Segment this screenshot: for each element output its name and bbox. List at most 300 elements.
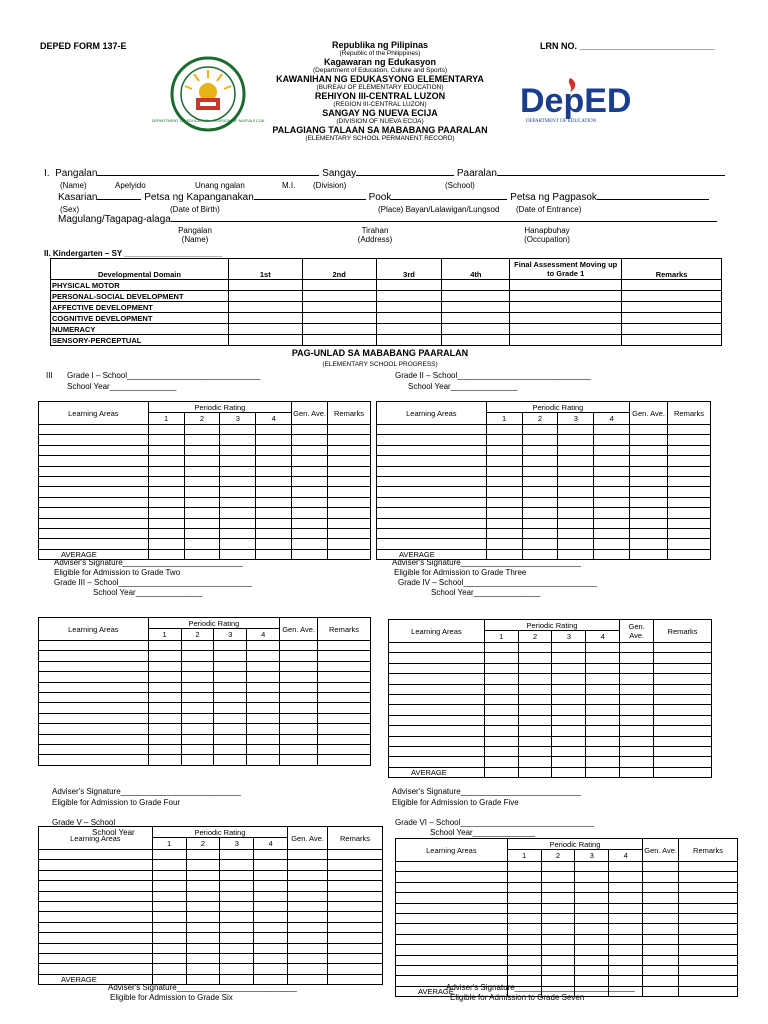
grade-cell[interactable] <box>288 881 328 891</box>
grade-cell[interactable] <box>507 955 541 965</box>
grade-cell[interactable] <box>679 913 738 923</box>
grade-cell[interactable] <box>184 518 220 528</box>
subject-cell[interactable] <box>389 715 485 725</box>
grade-cell[interactable] <box>328 539 371 549</box>
grade-cell[interactable] <box>668 518 711 528</box>
grade-cell[interactable] <box>630 528 668 538</box>
subject-cell[interactable] <box>39 528 149 538</box>
grade-cell[interactable] <box>486 435 522 445</box>
grade-cell[interactable] <box>328 518 371 528</box>
grade-cell[interactable] <box>679 872 738 882</box>
remarks-cell[interactable] <box>622 280 722 291</box>
subject-cell[interactable] <box>39 672 149 682</box>
grade-cell[interactable] <box>679 882 738 892</box>
average-cell[interactable] <box>518 767 552 777</box>
grade-cell[interactable] <box>148 539 184 549</box>
grade-cell[interactable] <box>486 539 522 549</box>
grade-cell[interactable] <box>220 953 254 963</box>
grade-cell[interactable] <box>630 466 668 476</box>
subject-cell[interactable] <box>389 705 485 715</box>
grade-cell[interactable] <box>220 466 256 476</box>
grade-cell[interactable] <box>620 653 654 663</box>
grade-cell[interactable] <box>220 435 256 445</box>
grade-cell[interactable] <box>152 933 186 943</box>
grade-cell[interactable] <box>575 882 609 892</box>
grade-cell[interactable] <box>186 943 220 953</box>
grade-cell[interactable] <box>186 870 220 880</box>
grade-cell[interactable] <box>575 945 609 955</box>
grade-cell[interactable] <box>668 476 711 486</box>
grade-cell[interactable] <box>552 736 586 746</box>
subject-cell[interactable] <box>39 435 149 445</box>
grade-cell[interactable] <box>184 497 220 507</box>
grade-cell[interactable] <box>247 641 280 651</box>
grade-cell[interactable] <box>594 456 630 466</box>
grade-cell[interactable] <box>328 901 383 911</box>
average-cell[interactable] <box>594 549 630 559</box>
grade-cell[interactable] <box>507 862 541 872</box>
grade-cell[interactable] <box>643 872 679 882</box>
grade-cell[interactable] <box>558 487 594 497</box>
grade-cell[interactable] <box>558 518 594 528</box>
grade-cell[interactable] <box>522 518 558 528</box>
grade-cell[interactable] <box>575 903 609 913</box>
grade-cell[interactable] <box>518 653 552 663</box>
grade-cell[interactable] <box>148 435 184 445</box>
grade-cell[interactable] <box>220 445 256 455</box>
grade-cell[interactable] <box>575 924 609 934</box>
grade-cell[interactable] <box>668 508 711 518</box>
subject-cell[interactable] <box>39 881 153 891</box>
subject-cell[interactable] <box>396 862 508 872</box>
grade-cell[interactable] <box>148 508 184 518</box>
subject-cell[interactable] <box>39 456 149 466</box>
grade-cell[interactable] <box>654 653 712 663</box>
grade-cell[interactable] <box>558 508 594 518</box>
grade-cell[interactable] <box>280 703 318 713</box>
grade-cell[interactable] <box>668 539 711 549</box>
grade-cell[interactable] <box>152 870 186 880</box>
grade-cell[interactable] <box>280 682 318 692</box>
grade-cell[interactable] <box>186 953 220 963</box>
grade-cell[interactable] <box>184 528 220 538</box>
grade-cell[interactable] <box>318 672 371 682</box>
grade-cell[interactable] <box>148 692 181 702</box>
grade-cell[interactable] <box>643 903 679 913</box>
grade-cell[interactable] <box>484 674 518 684</box>
grade-cell[interactable] <box>256 487 292 497</box>
grade-cell[interactable] <box>518 643 552 653</box>
rating-cell[interactable] <box>302 302 376 313</box>
grade-cell[interactable] <box>184 456 220 466</box>
subject-cell[interactable] <box>396 913 508 923</box>
grade-cell[interactable] <box>280 724 318 734</box>
subject-cell[interactable] <box>39 933 153 943</box>
grade-cell[interactable] <box>328 964 383 974</box>
grade-cell[interactable] <box>220 912 254 922</box>
grade-cell[interactable] <box>256 528 292 538</box>
grade-cell[interactable] <box>609 913 643 923</box>
subject-cell[interactable] <box>396 872 508 882</box>
grade-cell[interactable] <box>630 456 668 466</box>
grade-cell[interactable] <box>518 746 552 756</box>
grade-cell[interactable] <box>292 497 328 507</box>
grade-cell[interactable] <box>586 684 620 694</box>
grade-cell[interactable] <box>643 924 679 934</box>
rating-cell[interactable] <box>302 280 376 291</box>
subject-cell[interactable] <box>39 487 149 497</box>
grade-cell[interactable] <box>292 425 328 435</box>
grade-cell[interactable] <box>220 891 254 901</box>
grade-cell[interactable] <box>186 912 220 922</box>
grade-cell[interactable] <box>328 435 371 445</box>
subject-cell[interactable] <box>39 744 149 754</box>
grade-cell[interactable] <box>643 955 679 965</box>
grade-cell[interactable] <box>318 744 371 754</box>
grade-cell[interactable] <box>541 872 575 882</box>
grade-cell[interactable] <box>184 435 220 445</box>
subject-cell[interactable] <box>39 425 149 435</box>
final-cell[interactable] <box>510 280 622 291</box>
grade-cell[interactable] <box>552 684 586 694</box>
grade-cell[interactable] <box>247 651 280 661</box>
grade-cell[interactable] <box>152 912 186 922</box>
grade-cell[interactable] <box>541 862 575 872</box>
grade-cell[interactable] <box>575 913 609 923</box>
grade-cell[interactable] <box>518 694 552 704</box>
grade-cell[interactable] <box>518 663 552 673</box>
grade-cell[interactable] <box>484 663 518 673</box>
grade-cell[interactable] <box>328 476 371 486</box>
grade-cell[interactable] <box>575 934 609 944</box>
grade-cell[interactable] <box>594 466 630 476</box>
grade-cell[interactable] <box>558 539 594 549</box>
grade-cell[interactable] <box>184 487 220 497</box>
rating-cell[interactable] <box>442 313 510 324</box>
grade-cell[interactable] <box>654 694 712 704</box>
grade-cell[interactable] <box>594 539 630 549</box>
grade-cell[interactable] <box>558 425 594 435</box>
rating-cell[interactable] <box>376 291 442 302</box>
grade-cell[interactable] <box>586 694 620 704</box>
grade-cell[interactable] <box>630 476 668 486</box>
grade-cell[interactable] <box>484 694 518 704</box>
grade-cell[interactable] <box>280 713 318 723</box>
grade-cell[interactable] <box>148 518 184 528</box>
subject-cell[interactable] <box>39 476 149 486</box>
grade-cell[interactable] <box>522 528 558 538</box>
grade-cell[interactable] <box>328 528 371 538</box>
rating-cell[interactable] <box>442 291 510 302</box>
grade-cell[interactable] <box>288 891 328 901</box>
grade-cell[interactable] <box>247 724 280 734</box>
grade-cell[interactable] <box>620 643 654 653</box>
subject-cell[interactable] <box>377 435 487 445</box>
grade-cell[interactable] <box>181 641 214 651</box>
subject-cell[interactable] <box>39 901 153 911</box>
grade-cell[interactable] <box>186 922 220 932</box>
grade-cell[interactable] <box>594 435 630 445</box>
subject-cell[interactable] <box>39 891 153 901</box>
subject-cell[interactable] <box>39 445 149 455</box>
grade-cell[interactable] <box>486 518 522 528</box>
grade-cell[interactable] <box>643 934 679 944</box>
grade-cell[interactable] <box>220 870 254 880</box>
grade-cell[interactable] <box>552 746 586 756</box>
grade-cell[interactable] <box>328 943 383 953</box>
grade-cell[interactable] <box>679 903 738 913</box>
rating-cell[interactable] <box>302 291 376 302</box>
grade-cell[interactable] <box>586 705 620 715</box>
subject-cell[interactable] <box>396 945 508 955</box>
grade-cell[interactable] <box>654 643 712 653</box>
grade-cell[interactable] <box>507 913 541 923</box>
subject-cell[interactable] <box>39 518 149 528</box>
grade-cell[interactable] <box>318 713 371 723</box>
grade-cell[interactable] <box>486 497 522 507</box>
grade-cell[interactable] <box>186 901 220 911</box>
grade-cell[interactable] <box>643 976 679 986</box>
grade-cell[interactable] <box>654 684 712 694</box>
grade-cell[interactable] <box>328 891 383 901</box>
grade-cell[interactable] <box>620 736 654 746</box>
grade-cell[interactable] <box>292 435 328 445</box>
grade-cell[interactable] <box>630 435 668 445</box>
grade-cell[interactable] <box>522 476 558 486</box>
remarks-cell[interactable] <box>622 291 722 302</box>
grade-cell[interactable] <box>586 663 620 673</box>
grade-cell[interactable] <box>214 641 247 651</box>
grade-cell[interactable] <box>484 757 518 767</box>
grade-cell[interactable] <box>643 893 679 903</box>
grade-cell[interactable] <box>328 425 371 435</box>
grade-cell[interactable] <box>586 736 620 746</box>
grade-cell[interactable] <box>668 497 711 507</box>
grade-cell[interactable] <box>541 924 575 934</box>
grade-cell[interactable] <box>484 705 518 715</box>
grade-cell[interactable] <box>654 736 712 746</box>
average-cell[interactable] <box>552 767 586 777</box>
grade-cell[interactable] <box>148 425 184 435</box>
grade-cell[interactable] <box>328 881 383 891</box>
grade-cell[interactable] <box>594 445 630 455</box>
grade-cell[interactable] <box>318 682 371 692</box>
grade-cell[interactable] <box>318 651 371 661</box>
grade-cell[interactable] <box>643 862 679 872</box>
grade-cell[interactable] <box>292 456 328 466</box>
rating-cell[interactable] <box>228 291 302 302</box>
grade-cell[interactable] <box>668 435 711 445</box>
grade-cell[interactable] <box>654 674 712 684</box>
grade-cell[interactable] <box>484 715 518 725</box>
average-cell[interactable] <box>643 986 679 996</box>
grade-cell[interactable] <box>522 445 558 455</box>
grade-cell[interactable] <box>256 497 292 507</box>
grade-cell[interactable] <box>541 945 575 955</box>
grade-cell[interactable] <box>186 933 220 943</box>
subject-cell[interactable] <box>39 912 153 922</box>
grade-cell[interactable] <box>280 651 318 661</box>
grade-cell[interactable] <box>214 651 247 661</box>
grade-cell[interactable] <box>609 893 643 903</box>
grade-cell[interactable] <box>256 476 292 486</box>
subject-cell[interactable] <box>39 539 149 549</box>
grade-cell[interactable] <box>214 703 247 713</box>
grade-cell[interactable] <box>518 715 552 725</box>
grade-cell[interactable] <box>620 684 654 694</box>
grade-cell[interactable] <box>288 912 328 922</box>
grade-cell[interactable] <box>586 653 620 663</box>
grade-cell[interactable] <box>220 860 254 870</box>
grade-cell[interactable] <box>594 528 630 538</box>
subject-cell[interactable] <box>39 661 149 671</box>
grade-cell[interactable] <box>220 901 254 911</box>
subject-cell[interactable] <box>39 466 149 476</box>
rating-cell[interactable] <box>302 324 376 335</box>
subject-cell[interactable] <box>39 692 149 702</box>
grade-cell[interactable] <box>288 964 328 974</box>
grade-cell[interactable] <box>522 466 558 476</box>
rating-cell[interactable] <box>442 280 510 291</box>
grade-cell[interactable] <box>318 641 371 651</box>
grade-cell[interactable] <box>214 734 247 744</box>
grade-cell[interactable] <box>280 755 318 765</box>
grade-cell[interactable] <box>256 456 292 466</box>
grade-cell[interactable] <box>254 912 288 922</box>
subject-cell[interactable] <box>396 903 508 913</box>
grade-cell[interactable] <box>318 692 371 702</box>
grade-cell[interactable] <box>292 445 328 455</box>
rating-cell[interactable] <box>228 313 302 324</box>
subject-cell[interactable] <box>39 850 153 860</box>
grade-cell[interactable] <box>288 943 328 953</box>
grade-cell[interactable] <box>256 539 292 549</box>
grade-cell[interactable] <box>522 435 558 445</box>
grade-cell[interactable] <box>552 663 586 673</box>
subject-cell[interactable] <box>377 476 487 486</box>
remarks-cell[interactable] <box>622 335 722 346</box>
subject-cell[interactable] <box>39 703 149 713</box>
subject-cell[interactable] <box>377 508 487 518</box>
grade-cell[interactable] <box>220 456 256 466</box>
grade-cell[interactable] <box>152 943 186 953</box>
grade-cell[interactable] <box>328 445 371 455</box>
average-cell[interactable] <box>328 974 383 984</box>
grade-cell[interactable] <box>518 736 552 746</box>
grade-cell[interactable] <box>558 466 594 476</box>
grade-cell[interactable] <box>558 445 594 455</box>
grade-cell[interactable] <box>484 726 518 736</box>
average-cell[interactable] <box>668 549 711 559</box>
grade-cell[interactable] <box>288 933 328 943</box>
grade-cell[interactable] <box>254 901 288 911</box>
grade-cell[interactable] <box>181 734 214 744</box>
grade-cell[interactable] <box>484 736 518 746</box>
grade-cell[interactable] <box>220 528 256 538</box>
grade-cell[interactable] <box>654 705 712 715</box>
grade-cell[interactable] <box>292 528 328 538</box>
grade-cell[interactable] <box>328 870 383 880</box>
rating-cell[interactable] <box>228 302 302 313</box>
grade-cell[interactable] <box>220 508 256 518</box>
grade-cell[interactable] <box>507 945 541 955</box>
grade-cell[interactable] <box>594 425 630 435</box>
grade-cell[interactable] <box>679 945 738 955</box>
grade-cell[interactable] <box>220 425 256 435</box>
grade-cell[interactable] <box>220 933 254 943</box>
grade-cell[interactable] <box>620 726 654 736</box>
grade-cell[interactable] <box>484 746 518 756</box>
grade-cell[interactable] <box>486 508 522 518</box>
grade-cell[interactable] <box>318 734 371 744</box>
grade-cell[interactable] <box>575 893 609 903</box>
grade-cell[interactable] <box>609 882 643 892</box>
grade-cell[interactable] <box>318 755 371 765</box>
grade-cell[interactable] <box>609 965 643 975</box>
grade-cell[interactable] <box>620 674 654 684</box>
grade-cell[interactable] <box>518 705 552 715</box>
grade-cell[interactable] <box>541 882 575 892</box>
grade-cell[interactable] <box>288 870 328 880</box>
grade-cell[interactable] <box>148 476 184 486</box>
grade-cell[interactable] <box>586 643 620 653</box>
rating-cell[interactable] <box>228 324 302 335</box>
grade-cell[interactable] <box>220 497 256 507</box>
subject-cell[interactable] <box>39 922 153 932</box>
grade-cell[interactable] <box>152 891 186 901</box>
grade-cell[interactable] <box>679 965 738 975</box>
grade-cell[interactable] <box>148 487 184 497</box>
grade-cell[interactable] <box>288 953 328 963</box>
subject-cell[interactable] <box>396 882 508 892</box>
rating-cell[interactable] <box>228 335 302 346</box>
grade-cell[interactable] <box>609 934 643 944</box>
grade-cell[interactable] <box>507 893 541 903</box>
grade-cell[interactable] <box>541 934 575 944</box>
grade-cell[interactable] <box>507 872 541 882</box>
rating-cell[interactable] <box>302 313 376 324</box>
final-cell[interactable] <box>510 313 622 324</box>
grade-cell[interactable] <box>679 862 738 872</box>
grade-cell[interactable] <box>292 539 328 549</box>
grade-cell[interactable] <box>318 661 371 671</box>
grade-cell[interactable] <box>518 726 552 736</box>
grade-cell[interactable] <box>220 850 254 860</box>
grade-cell[interactable] <box>609 955 643 965</box>
grade-cell[interactable] <box>679 934 738 944</box>
grade-cell[interactable] <box>630 425 668 435</box>
grade-cell[interactable] <box>247 682 280 692</box>
grade-cell[interactable] <box>184 539 220 549</box>
grade-cell[interactable] <box>541 965 575 975</box>
grade-cell[interactable] <box>654 715 712 725</box>
grade-cell[interactable] <box>288 860 328 870</box>
subject-cell[interactable] <box>39 734 149 744</box>
grade-cell[interactable] <box>518 674 552 684</box>
grade-cell[interactable] <box>148 713 181 723</box>
grade-cell[interactable] <box>220 881 254 891</box>
grade-cell[interactable] <box>522 487 558 497</box>
grade-cell[interactable] <box>654 757 712 767</box>
rating-cell[interactable] <box>376 335 442 346</box>
grade-cell[interactable] <box>552 694 586 704</box>
grade-cell[interactable] <box>148 724 181 734</box>
average-cell[interactable] <box>630 549 668 559</box>
subject-cell[interactable] <box>396 934 508 944</box>
grade-cell[interactable] <box>679 955 738 965</box>
subject-cell[interactable] <box>389 736 485 746</box>
grade-cell[interactable] <box>609 872 643 882</box>
